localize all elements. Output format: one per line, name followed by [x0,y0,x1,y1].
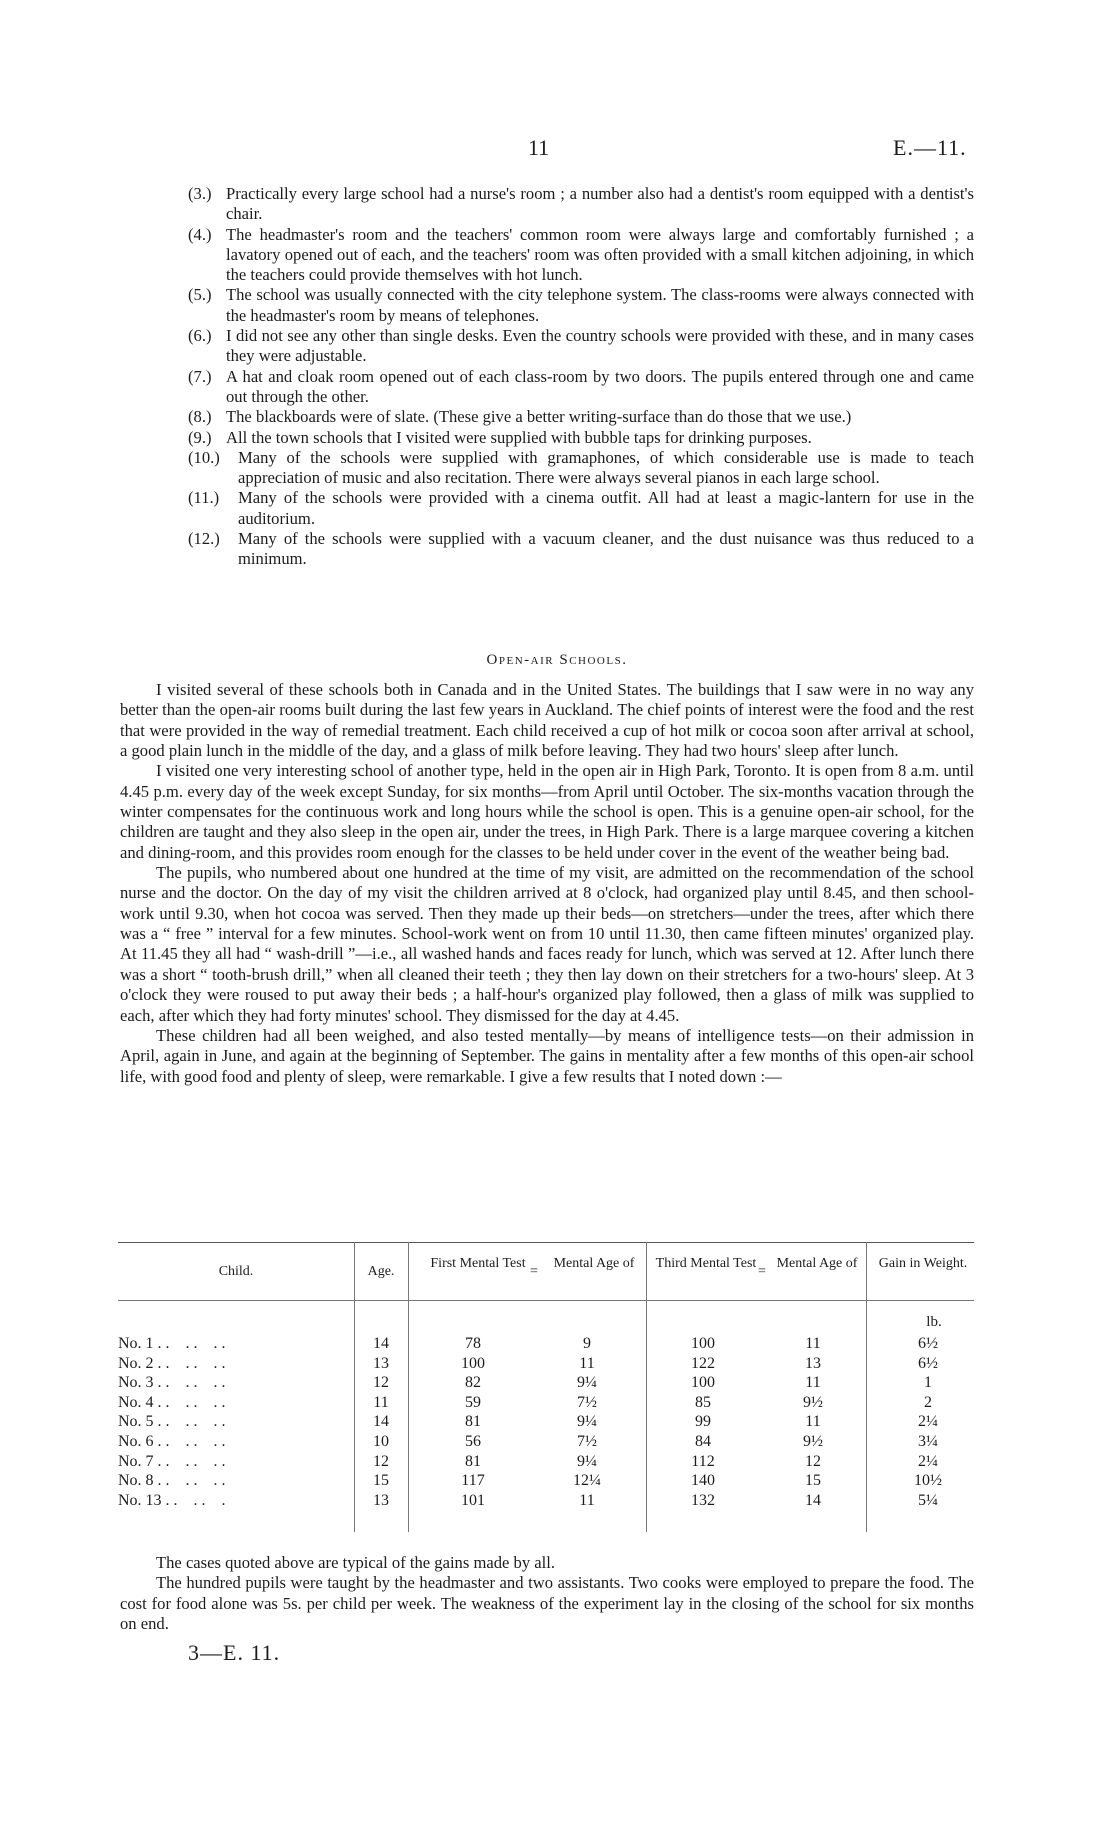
column-divider [646,1242,647,1532]
list-text: The school was usually connected with the city telephone system. The class-rooms were always connected with the headmaster's room by means of telephones. [226,285,974,325]
cell-ma2: 14 [805,1491,821,1509]
list-marker: (9.) [188,427,212,447]
cell-ma2: 11 [805,1374,821,1392]
cell-ma1: 9¼ [577,1374,597,1392]
cell-age: 14 [373,1413,389,1431]
row-child-label: No. 4 . . . . . . [118,1393,226,1411]
list-item [188,428,974,448]
cell-age: 14 [373,1335,389,1352]
list-item [188,448,974,489]
cell-ma2: 9½ [803,1393,823,1411]
cell-gain: 2 [924,1393,932,1411]
cell-third: 84 [695,1433,711,1450]
list-item [188,488,974,529]
cell-gain: 6½ [918,1354,938,1372]
cell-gain: 1 [924,1374,932,1392]
cell-ma1: 7½ [577,1393,597,1411]
list-item [188,225,974,286]
cell-ma1: 9¼ [577,1413,597,1431]
cell-first: 59 [465,1393,481,1411]
table-header-rule [118,1300,974,1301]
list-text: The headmaster's room and the teachers' common room were always large and comfortably furnished ; a lavatory opened out of each, and the teachers' room was often provided with a small kitchen adjoining, in which the teachers could provide themselves with hot lunch. [226,224,974,285]
list-text: Many of the schools were supplied with gramaphones, of which considerable use is made to teach appreciation of music and also recitation. There were always several pianos in each large school. [238,447,974,488]
list-text: A hat and cloak room opened out of each class-room by two doors. The pupils entered through one and came out through the other. [226,366,974,406]
cell-ma1: 12¼ [573,1472,601,1490]
cell-gain: 5¼ [918,1491,938,1509]
cell-gain: 3¼ [918,1433,938,1450]
cell-ma1: 7½ [577,1433,597,1450]
list-text: Many of the schools were supplied with a vacuum cleaner, and the dust nuisance was thus reduced to a minimum. [238,529,974,569]
list-item [188,184,974,225]
cell-gain: 2¼ [918,1413,938,1431]
list-item [188,407,974,427]
cell-ma2: 9½ [803,1433,823,1450]
cell-ma2: 12 [805,1452,821,1470]
cell-ma2: 13 [805,1354,821,1372]
row-child-label: No. 13 . . . . . [118,1491,226,1509]
page-number: 11 [528,135,550,160]
cell-third: 99 [695,1413,711,1431]
paragraph: These children had all been weighed, and also tested mentally—by means of intelligence tests—on their admission in April, again in June, and again at the beginning of September. The gains in mentality after a few months of this open-air school life, with good food and plenty of sleep, were remarkable. I give a few results that I noted down :— [120,1025,974,1086]
cell-first: 56 [465,1433,481,1450]
cell-ma1: 9¼ [577,1452,597,1470]
list-marker: (4.) [188,224,212,244]
list-marker: (8.) [188,407,212,427]
list-marker: (12.) [188,529,220,549]
footer-code: 3—E. 11. [188,1640,281,1665]
cell-ma1: 11 [579,1354,595,1372]
list-item [188,285,974,326]
cell-age: 11 [373,1393,389,1411]
cell-third: 100 [691,1374,715,1392]
row-child-label: No. 3 . . . . . . [118,1374,226,1392]
paragraph: I visited one very interesting school of another type, held in the open air in High Park, Toronto. It is open from 8 a.m. until 4.45 p.m. every day of the week except Sunday, for six months—from April until October. The six-months vacation through the winter compensates for the continuous work and long hours while the school is open. This is a genuine open-air school, for the children are taught and they also sleep in the open air, under the trees, in High Park. There is a large marquee covering a kitchen and dining-room, and this provides room enough for the classes to be held under cover in the event of the weather being bad. [120,761,974,862]
body-text [120,680,974,1087]
cell-third: 132 [691,1491,715,1509]
list-item [188,326,974,367]
list-text: Practically every large school had a nurse's room ; a number also had a dentist's room equipped with a dentist's chair. [226,184,974,224]
numbered-list [188,184,974,570]
paragraph: The pupils, who numbered about one hundred at the time of my visit, are admitted on the recommendation of the school nurse and the doctor. On the day of my visit the children arrived at 8 o'clock, had organized play until 8.45, and then school-work until 9.30, when hot cocoa was served. Then they made up their beds—on stretchers—under the trees, after which there was a “ free ” interval for a few minutes. School-work went on from 10 until 11.30, then came fifteen minutes' organized play. At 11.45 they all had “ wash-drill ”—i.e., all washed hands and faces ready for lunch, which was served at 12. After lunch there was a short “ tooth-brush drill,” when all cleaned their teeth ; they then lay down on their stretchers for a two-hours' sleep. At 3 o'clock they were roused to put away their beds ; a half-hour's organized play followed, then a glass of milk was supplied to each, after which they had forty minutes' school. They dismissed for the day at 4.45. [120,863,974,1025]
cell-first: 101 [461,1491,485,1509]
header-third-test: Third Mental Test [655,1256,757,1271]
cell-age: 10 [373,1433,389,1450]
header-equals: = [758,1264,766,1279]
cell-first: 81 [465,1413,481,1431]
paragraph: I visited several of these schools both in Canada and in the United States. The buildings that I saw were in no way any better than the open-air rooms built during the last few years in Auckland. The chief points of interest were the food and the rest that were provided in the way of remedial treatment. Each child received a cup of hot milk or cocoa soon after arrival at school, a good plain lunch in the middle of the day, and a glass of milk before leaving. They had two hours' sleep after lunch. [120,680,974,761]
row-child-label: No. 1 . . . . . . [118,1335,226,1352]
cell-age: 13 [373,1491,389,1509]
cell-age: 12 [373,1452,389,1470]
cell-first: 82 [465,1374,481,1392]
row-child-label: No. 7 . . . . . . [118,1452,226,1470]
results-table [118,1242,974,1532]
header-mental-age-2: Mental Age of [776,1256,858,1271]
cell-gain: 6½ [918,1335,938,1352]
header-first-test: First Mental Test [430,1256,526,1271]
table-top-rule [118,1242,974,1243]
column-divider [408,1242,409,1532]
list-marker: (3.) [188,184,212,203]
cell-third: 85 [695,1393,711,1411]
list-marker: (7.) [188,366,212,386]
header-age: Age. [367,1264,395,1279]
cell-age: 15 [373,1472,389,1490]
header-mental-age-1: Mental Age of [553,1256,635,1271]
list-marker: (5.) [188,285,212,305]
cell-ma1: 11 [579,1491,595,1509]
cell-first: 117 [461,1472,485,1490]
section-title: Open-air Schools. [486,652,628,668]
list-item [188,367,974,408]
cell-ma2: 15 [805,1472,821,1490]
cell-third: 122 [691,1354,715,1372]
cell-gain: 2¼ [918,1452,938,1470]
cell-ma2: 11 [805,1335,821,1352]
list-marker: (11.) [188,488,220,508]
cell-ma1: 9 [583,1335,591,1352]
row-child-label: No. 8 . . . . . . [118,1472,226,1490]
paragraph: The cases quoted above are typical of the gains made by all. [156,1553,556,1572]
column-divider [866,1242,867,1532]
header-equals: = [530,1264,538,1279]
gain-unit: lb. [926,1314,942,1330]
list-marker: (10.) [188,447,220,467]
cell-third: 100 [691,1335,715,1352]
list-text: The blackboards were of slate. (These give a better writing-surface than do those that we use.) [226,407,852,427]
paragraph: The hundred pupils were taught by the headmaster and two assistants. Two cooks were employed to prepare the food. The cost for food alone was 5s. per child per week. The weakness of the experiment lay in the closing of the school for six months on end. [120,1573,974,1634]
cell-age: 13 [373,1354,389,1372]
header-gain: Gain in Weight. [878,1256,968,1271]
cell-age: 12 [373,1374,389,1392]
row-child-label: No. 5 . . . . . . [118,1413,226,1431]
list-text: I did not see any other than single desks. Even the country schools were provided with these, and in many cases they were adjustable. [226,326,974,366]
header-child: Child. [218,1264,254,1279]
cell-gain: 10½ [914,1472,942,1490]
cell-first: 81 [465,1452,481,1470]
closing-text [120,1553,974,1634]
cell-ma2: 11 [805,1413,821,1431]
document-code: E.—11. [893,135,967,160]
list-text: All the town schools that I visited were supplied with bubble taps for drinking purposes. [226,427,812,447]
list-text: Many of the schools were provided with a cinema outfit. All had at least a magic-lantern for use in the auditorium. [238,488,974,528]
cell-first: 78 [465,1335,481,1352]
row-child-label: No. 2 . . . . . . [118,1354,226,1372]
list-marker: (6.) [188,326,212,346]
cell-third: 112 [691,1452,715,1470]
cell-first: 100 [461,1354,485,1372]
cell-third: 140 [691,1472,715,1490]
row-child-label: No. 6 . . . . . . [118,1433,226,1450]
list-item [188,529,974,570]
